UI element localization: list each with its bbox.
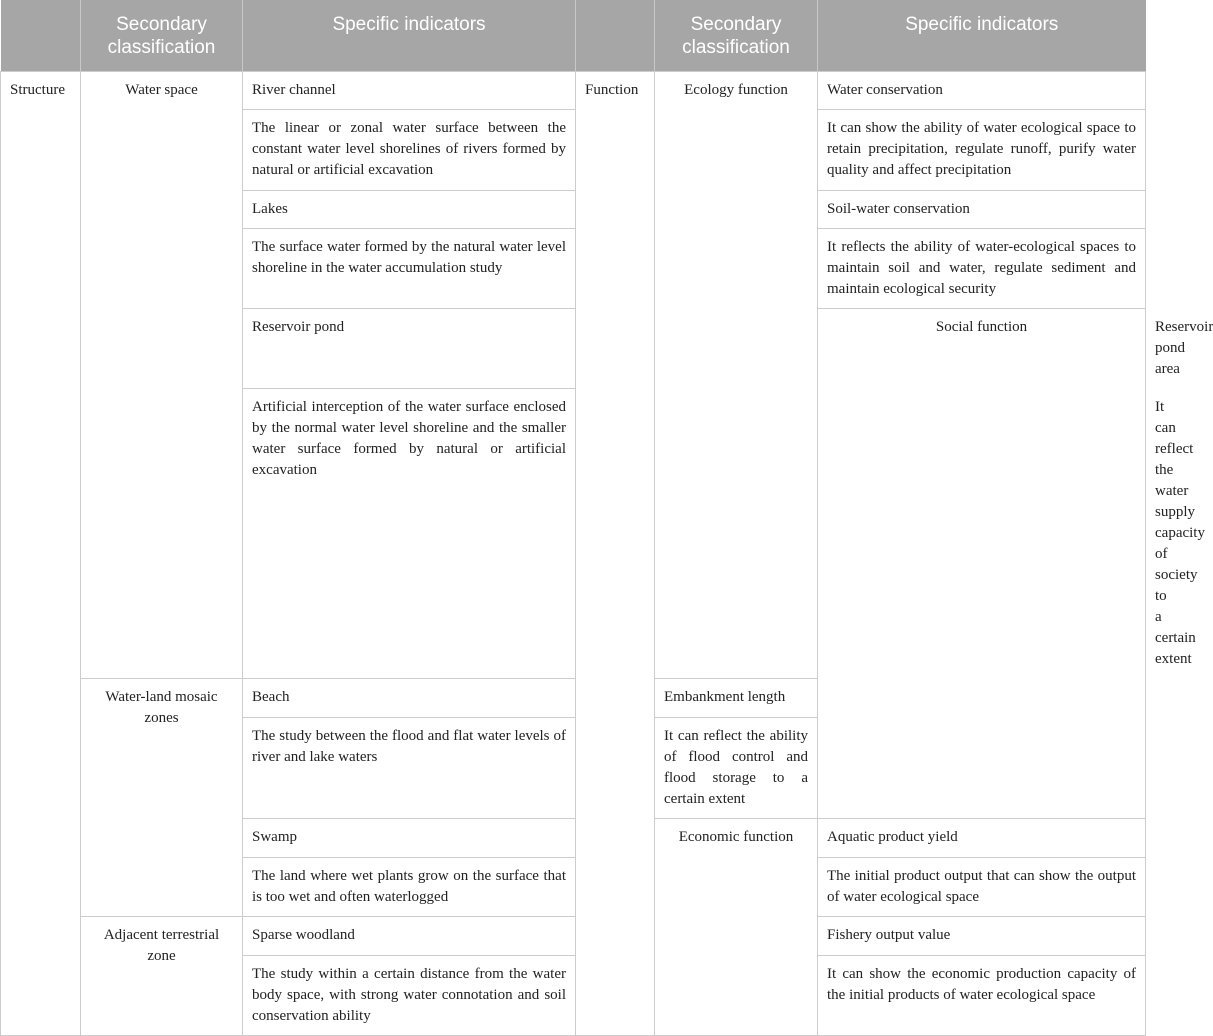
indicator-name: Swamp — [243, 819, 576, 858]
indicator-description: The study between the flood and flat water levels of river and lake waters — [243, 718, 576, 819]
indicator-description: It can show the economic production capacity of the initial products of water ecological space — [818, 956, 1146, 1036]
indicator-name: Aquatic product yield — [818, 819, 1146, 858]
indicator-description: It reflects the ability of water-ecological spaces to maintain soil and water, regulate sediment and maintain ecological security — [818, 229, 1146, 309]
secondary-ecology-function: Ecology function — [655, 72, 818, 679]
table-row: Artificial interception of the water surface enclosed by the normal water level shoreline and the smaller water surface formed by natural or artificial excavation It can reflect the water supply capacity of society to a certain extent — [1, 389, 1146, 679]
primary-function: Function — [576, 72, 655, 1036]
secondary-adjacent-terrestrial-zone: Adjacent terrestrial zone — [81, 917, 243, 1036]
indicator-description: Artificial interception of the water surface enclosed by the normal water level shoreline and the smaller water surface formed by natural or artificial excavation — [243, 389, 576, 679]
indicator-name: Sparse woodland — [243, 917, 576, 956]
indicator-description: The land where wet plants grow on the surface that is too wet and often waterlogged — [243, 858, 576, 917]
table-row — [1, 72, 1146, 110]
header-secondary-left: Secondary classification — [81, 0, 243, 72]
table-row: Reservoir pond Social function Reservoir pond area — [1, 309, 1146, 389]
secondary-social-function: Social function — [818, 309, 1146, 819]
indicator-description: It can reflect the ability of flood control and flood storage to a certain extent — [655, 718, 818, 819]
secondary-water-space: Water space — [81, 72, 243, 679]
indicator-name: River channel — [243, 72, 576, 110]
indicator-name: Soil-water conservation — [818, 191, 1146, 229]
header-indicators-left: Specific indicators — [243, 0, 576, 72]
primary-structure: Structure — [1, 72, 81, 1036]
header-primary-left — [1, 0, 81, 72]
indicator-name: Lakes — [243, 191, 576, 229]
indicator-name: Embankment length — [655, 679, 818, 718]
indicator-description: The initial product output that can show the output of water ecological space — [818, 858, 1146, 917]
secondary-water-land-mosaic-zones: Water-land mosaic zones — [81, 679, 243, 917]
indicator-name: Fishery output value — [818, 917, 1146, 956]
indicator-description: The study within a certain distance from the water body space, with strong water connotation and soil conservation ability — [243, 956, 576, 1036]
secondary-economic-function: Economic function — [655, 819, 818, 1036]
indicator-description: It can show the ability of water ecological space to retain precipitation, regulate runoff, purify water quality and affect precipitation — [818, 110, 1146, 191]
table-row — [1, 917, 1146, 956]
indicator-description: The linear or zonal water surface between the constant water level shorelines of rivers formed by natural or artificial excavation — [243, 110, 576, 191]
indicator-name: Water conservation — [818, 72, 1146, 110]
header-secondary-right: Secondary classification — [655, 0, 818, 72]
indicator-name: Reservoir pond — [243, 309, 576, 389]
indicator-description: The surface water formed by the natural water level shoreline in the water accumulation study — [243, 229, 576, 309]
indicator-name: Beach — [243, 679, 576, 718]
header-row — [1, 0, 1146, 72]
header-primary-right — [576, 0, 655, 72]
header-indicators-right: Specific indicators — [818, 0, 1146, 72]
